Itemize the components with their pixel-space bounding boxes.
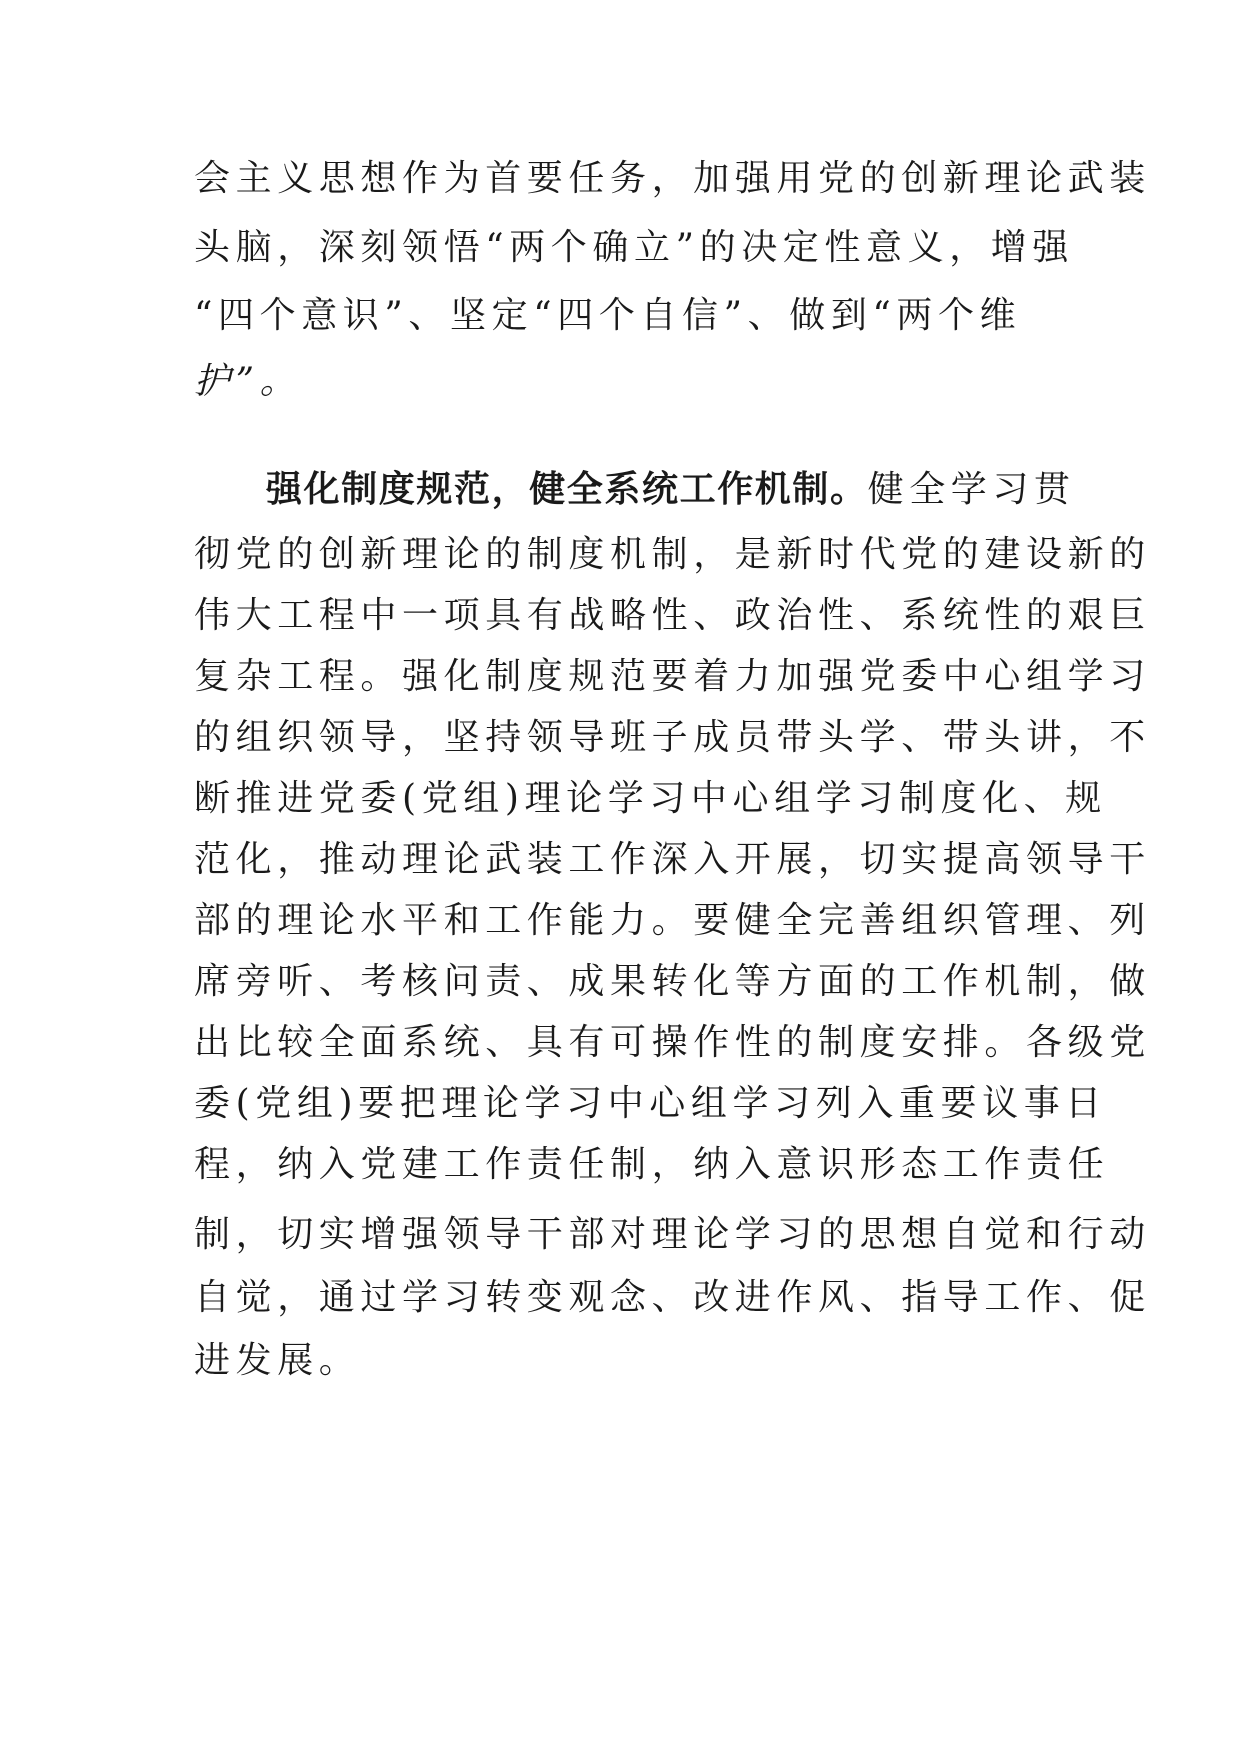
paragraph-line: 制，切实增强领导干部对理论学习的思想自觉和行动 [194,1214,1151,1255]
heading-continuation: 健全学习贯 [867,469,1076,510]
paragraph-line: 会主义思想作为首要任务，加强用党的创新理论武装 [194,158,1151,199]
paragraph-line: 进发展。 [194,1340,361,1381]
paragraph-line: 复杂工程。强化制度规范要着力加强党委中心组学习 [194,656,1151,697]
paragraph-line: 头脑，深刻领悟“两个确立”的决定性意义，增强 [194,227,1075,268]
paragraph-line: 部的理论水平和工作能力。要健全完善组织管理、列 [194,900,1151,941]
paragraph-line: 范化，推动理论武装工作深入开展，切实提高领导干 [194,839,1151,880]
paragraph-line: 断推进党委(党组)理论学习中心组学习制度化、规 [194,778,1107,819]
paragraph-line: 委(党组)要把理论学习中心组学习列入重要议事日 [194,1083,1107,1124]
paragraph-line: 护”。 [194,361,302,402]
section-heading: 强化制度规范，健全系统工作机制。 [266,468,868,510]
paragraph-line: 程，纳入党建工作责任制，纳入意识形态工作责任 [194,1144,1110,1185]
paragraph-first-line [266,463,1076,516]
paragraph-line: 彻党的创新理论的制度机制，是新时代党的建设新的 [194,534,1151,575]
paragraph-line: 席旁听、考核问责、成果转化等方面的工作机制，做 [194,961,1151,1002]
paragraph-line: “四个意识”、坚定“四个自信”、做到“两个维 [194,295,1022,336]
paragraph-line: 伟大工程中一项具有战略性、政治性、系统性的艰巨 [194,595,1151,636]
paragraph-line: 自觉，通过学习转变观念、改进作风、指导工作、促 [194,1277,1151,1318]
paragraph-line: 出比较全面系统、具有可操作性的制度安排。各级党 [194,1022,1151,1063]
paragraph-line: 的组织领导，坚持领导班子成员带头学、带头讲，不 [194,717,1151,758]
